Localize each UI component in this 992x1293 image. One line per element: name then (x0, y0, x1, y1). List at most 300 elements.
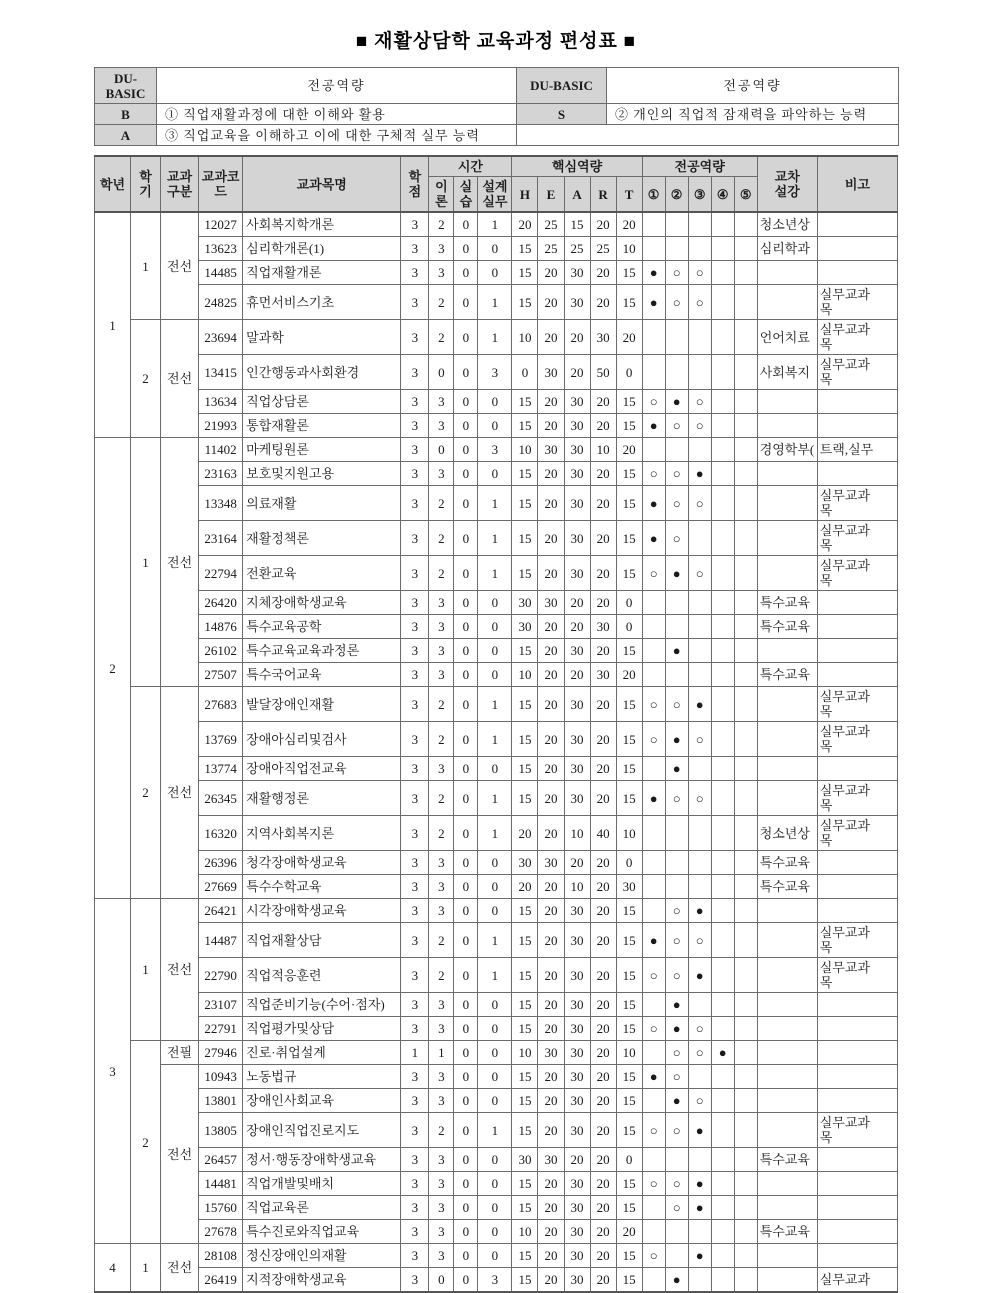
course-row (95, 320, 898, 355)
cell-credit: 3 (401, 414, 429, 438)
cell-cross (757, 1017, 817, 1041)
cell-R: 20 (590, 1196, 616, 1220)
cell-T: 15 (616, 556, 642, 591)
cell-course: 인간행동과사회환경 (243, 355, 401, 390)
cell-course: 보호및지원고용 (243, 462, 401, 486)
cell-practice: 0 (454, 212, 478, 237)
cell-T: 15 (616, 687, 642, 722)
cell-credit: 3 (401, 438, 429, 462)
cell-cross (757, 414, 817, 438)
cell-credit: 3 (401, 1148, 429, 1172)
cell-code: 27946 (199, 1041, 243, 1065)
cell-code: 22794 (199, 556, 243, 591)
cell-cross (757, 212, 817, 237)
cell-theory: 3 (429, 899, 454, 923)
cell-theory: 3 (429, 591, 454, 615)
cell-course: 청각장애학생교육 (243, 851, 401, 875)
cell-A: 20 (564, 355, 590, 390)
cell-major3: ○ (688, 1017, 711, 1041)
cell-major1: ○ (642, 958, 665, 993)
course-row (95, 1268, 898, 1293)
cell-cross (757, 757, 817, 781)
cell-A: 30 (564, 1196, 590, 1220)
cell-practice: 0 (454, 875, 478, 899)
cell-theory: 2 (429, 521, 454, 556)
course-row (95, 781, 898, 816)
course-row (95, 556, 898, 591)
note-text: 실무교과목 (819, 960, 870, 990)
cell-major4 (711, 687, 734, 722)
cell-credit: 3 (401, 320, 429, 355)
cell-A: 30 (564, 438, 590, 462)
cell-major3: ○ (688, 285, 711, 320)
cell-code: 12027 (199, 212, 243, 237)
cell-major1 (642, 899, 665, 923)
col-header-core-E: E (538, 177, 564, 213)
cell-note (817, 851, 897, 875)
cell-design: 0 (478, 1148, 512, 1172)
note-text: 트랙,실무 (819, 442, 874, 457)
cell-major2: ○ (665, 261, 688, 285)
cell-major4 (711, 261, 734, 285)
note-text: 실무교과 (819, 1272, 870, 1287)
cell-course: 통합재활론 (243, 414, 401, 438)
cell-A: 30 (564, 390, 590, 414)
cell-R: 25 (590, 237, 616, 261)
cell-A: 30 (564, 486, 590, 521)
course-row (95, 237, 898, 261)
cell-design: 0 (478, 851, 512, 875)
cell-theory: 1 (429, 1041, 454, 1065)
note-text: 실무교과목 (819, 558, 870, 588)
cell-course: 장애인사회교육 (243, 1089, 401, 1113)
cell-major2: ○ (665, 1172, 688, 1196)
cell-major1 (642, 615, 665, 639)
cell-E: 20 (538, 261, 564, 285)
cell-E: 20 (538, 923, 564, 958)
competency-code-S: S (517, 104, 607, 125)
cell-note (817, 1041, 897, 1065)
course-row (95, 1113, 898, 1148)
cell-H: 15 (512, 1268, 538, 1293)
cell-note (817, 687, 897, 722)
cell-practice: 0 (454, 663, 478, 687)
cell-note (817, 757, 897, 781)
cell-T: 15 (616, 781, 642, 816)
cell-E: 20 (538, 899, 564, 923)
cell-major3 (688, 615, 711, 639)
cell-H: 15 (512, 781, 538, 816)
col-header-cross: 교차설강 (757, 156, 817, 212)
col-header-core-R: R (590, 177, 616, 213)
cell-major5 (734, 639, 757, 663)
cell-credit: 3 (401, 1172, 429, 1196)
cell-R: 20 (590, 1244, 616, 1268)
course-row (95, 1196, 898, 1220)
cell-major3: ○ (688, 923, 711, 958)
cell-H: 20 (512, 212, 538, 237)
cell-course: 정신장애인의재활 (243, 1244, 401, 1268)
cell-cross (757, 438, 817, 462)
cell-theory: 3 (429, 875, 454, 899)
cell-major1: ○ (642, 390, 665, 414)
cell-note (817, 1244, 897, 1268)
cell-category: 전선 (161, 899, 199, 1041)
cell-E: 20 (538, 687, 564, 722)
cell-T: 0 (616, 1148, 642, 1172)
cell-major5 (734, 687, 757, 722)
cell-major1: ○ (642, 1244, 665, 1268)
cell-A: 30 (564, 781, 590, 816)
col-header-core-H: H (512, 177, 538, 213)
cell-theory: 2 (429, 320, 454, 355)
cell-major1 (642, 1268, 665, 1293)
course-row (95, 958, 898, 993)
cell-major1: ● (642, 486, 665, 521)
cell-T: 15 (616, 993, 642, 1017)
cell-major5 (734, 438, 757, 462)
cell-major3: ● (688, 899, 711, 923)
cell-major1 (642, 320, 665, 355)
cell-major5 (734, 486, 757, 521)
cell-major5 (734, 285, 757, 320)
cell-A: 30 (564, 899, 590, 923)
cell-T: 15 (616, 1268, 642, 1293)
cell-major2 (665, 875, 688, 899)
cell-major1: ● (642, 1065, 665, 1089)
cross-listing-text: 특수교육 (759, 1152, 810, 1167)
cell-R: 20 (590, 390, 616, 414)
cell-major3: ● (688, 1196, 711, 1220)
cell-R: 20 (590, 1220, 616, 1244)
cell-theory: 2 (429, 556, 454, 591)
cell-T: 15 (616, 462, 642, 486)
cell-major3: ● (688, 687, 711, 722)
cell-theory: 2 (429, 722, 454, 757)
cell-major5 (734, 1041, 757, 1065)
cell-T: 20 (616, 438, 642, 462)
cell-R: 20 (590, 591, 616, 615)
cell-E: 30 (538, 438, 564, 462)
cell-credit: 3 (401, 851, 429, 875)
cell-cross (757, 1089, 817, 1113)
cell-major1 (642, 591, 665, 615)
cell-major1 (642, 663, 665, 687)
cell-E: 30 (538, 1041, 564, 1065)
cell-A: 20 (564, 591, 590, 615)
cell-major4 (711, 1089, 734, 1113)
cell-E: 20 (538, 1220, 564, 1244)
cell-code: 26457 (199, 1148, 243, 1172)
cell-major5 (734, 556, 757, 591)
cell-H: 0 (512, 355, 538, 390)
cell-E: 30 (538, 355, 564, 390)
cell-course: 진로·취업설계 (243, 1041, 401, 1065)
cell-note (817, 237, 897, 261)
cell-A: 30 (564, 521, 590, 556)
cell-design: 0 (478, 462, 512, 486)
cell-major2: ● (665, 1017, 688, 1041)
cell-theory: 3 (429, 1220, 454, 1244)
cell-practice: 0 (454, 757, 478, 781)
cell-major1 (642, 875, 665, 899)
cell-major3 (688, 639, 711, 663)
cell-code: 14487 (199, 923, 243, 958)
cell-theory: 2 (429, 958, 454, 993)
cell-A: 20 (564, 1148, 590, 1172)
cross-listing-text: 청소년상 (759, 825, 810, 841)
cell-A: 30 (564, 1244, 590, 1268)
cell-credit: 3 (401, 639, 429, 663)
cell-H: 10 (512, 1220, 538, 1244)
cell-design: 0 (478, 237, 512, 261)
cell-course: 직업교육론 (243, 1196, 401, 1220)
cell-major5 (734, 591, 757, 615)
cross-listing-text: 심리학과 (759, 241, 810, 256)
cell-R: 20 (590, 486, 616, 521)
cell-major1 (642, 757, 665, 781)
col-group-major: 전공역량 (642, 156, 757, 177)
cell-H: 10 (512, 320, 538, 355)
cell-H: 15 (512, 486, 538, 521)
cell-code: 14876 (199, 615, 243, 639)
cell-course: 장애인직업진로지도 (243, 1113, 401, 1148)
cell-code: 10943 (199, 1065, 243, 1089)
cell-theory: 2 (429, 285, 454, 320)
cell-major2: ○ (665, 899, 688, 923)
cell-note (817, 1089, 897, 1113)
cell-code: 27669 (199, 875, 243, 899)
cell-major2 (665, 212, 688, 237)
cell-major1 (642, 212, 665, 237)
cell-design: 1 (478, 486, 512, 521)
cell-major5 (734, 899, 757, 923)
cell-note (817, 1017, 897, 1041)
cell-R: 30 (590, 320, 616, 355)
cell-T: 15 (616, 1244, 642, 1268)
cell-E: 20 (538, 1065, 564, 1089)
col-header-major-4: ④ (711, 177, 734, 213)
col-header-design: 설계실무 (478, 177, 512, 213)
cell-design: 1 (478, 1113, 512, 1148)
cell-course: 말과학 (243, 320, 401, 355)
cell-T: 20 (616, 320, 642, 355)
note-text: 실무교과목 (819, 1115, 870, 1145)
cell-practice: 0 (454, 722, 478, 757)
cell-major1: ● (642, 521, 665, 556)
cell-major1 (642, 851, 665, 875)
cell-A: 30 (564, 1220, 590, 1244)
cell-note (817, 556, 897, 591)
cell-R: 20 (590, 958, 616, 993)
cell-major3 (688, 663, 711, 687)
cell-H: 15 (512, 899, 538, 923)
cell-credit: 3 (401, 663, 429, 687)
cell-E: 20 (538, 1268, 564, 1293)
cell-practice: 0 (454, 521, 478, 556)
cell-H: 15 (512, 958, 538, 993)
cell-code: 13415 (199, 355, 243, 390)
cell-credit: 3 (401, 1113, 429, 1148)
cell-T: 15 (616, 639, 642, 663)
cross-listing-text: 특수교육 (759, 667, 810, 682)
cell-major1: ○ (642, 1017, 665, 1041)
cell-E: 20 (538, 757, 564, 781)
cell-H: 15 (512, 687, 538, 722)
col-header-credit: 학점 (401, 156, 429, 212)
cell-major2: ○ (665, 486, 688, 521)
cell-major3: ● (688, 958, 711, 993)
cell-A: 20 (564, 615, 590, 639)
cell-course: 직업재활상담 (243, 923, 401, 958)
cell-course: 장애아직업전교육 (243, 757, 401, 781)
cell-code: 14485 (199, 261, 243, 285)
cell-major5 (734, 212, 757, 237)
cell-major3 (688, 1268, 711, 1293)
cell-course: 직업준비기능(수어·점자) (243, 993, 401, 1017)
cell-T: 15 (616, 923, 642, 958)
cell-year: 4 (95, 1244, 131, 1293)
cell-major1 (642, 1148, 665, 1172)
cell-A: 30 (564, 993, 590, 1017)
cell-design: 1 (478, 816, 512, 851)
cell-major5 (734, 521, 757, 556)
cell-note (817, 320, 897, 355)
cell-theory: 3 (429, 851, 454, 875)
cell-theory: 3 (429, 414, 454, 438)
empty-cell (517, 125, 899, 146)
cell-practice: 0 (454, 923, 478, 958)
cell-A: 30 (564, 757, 590, 781)
cell-major5 (734, 781, 757, 816)
cell-E: 20 (538, 320, 564, 355)
cell-major5 (734, 1148, 757, 1172)
col-header-major-2: ② (665, 177, 688, 213)
cell-T: 10 (616, 816, 642, 851)
cell-E: 20 (538, 285, 564, 320)
cell-code: 22791 (199, 1017, 243, 1041)
cell-semester: 1 (131, 1244, 161, 1293)
cell-T: 30 (616, 875, 642, 899)
cell-category: 전선 (161, 320, 199, 438)
cell-cross (757, 899, 817, 923)
cell-code: 13774 (199, 757, 243, 781)
cell-H: 30 (512, 1148, 538, 1172)
cell-major4 (711, 851, 734, 875)
cell-T: 0 (616, 591, 642, 615)
cell-cross (757, 355, 817, 390)
cell-A: 30 (564, 687, 590, 722)
cell-note (817, 781, 897, 816)
cell-code: 24825 (199, 285, 243, 320)
cell-H: 15 (512, 1113, 538, 1148)
cell-T: 20 (616, 212, 642, 237)
cell-major5 (734, 1268, 757, 1293)
cell-major2 (665, 1244, 688, 1268)
cell-credit: 3 (401, 486, 429, 521)
cell-theory: 2 (429, 781, 454, 816)
cell-E: 20 (538, 722, 564, 757)
cell-major4 (711, 1268, 734, 1293)
cell-E: 20 (538, 663, 564, 687)
cell-note (817, 1065, 897, 1089)
cell-note (817, 355, 897, 390)
cell-major5 (734, 923, 757, 958)
cell-major4 (711, 414, 734, 438)
cell-A: 30 (564, 958, 590, 993)
cell-R: 20 (590, 899, 616, 923)
cell-credit: 3 (401, 993, 429, 1017)
cell-major2: ○ (665, 1113, 688, 1148)
cell-cross (757, 237, 817, 261)
cell-practice: 0 (454, 816, 478, 851)
cell-note (817, 1148, 897, 1172)
cell-theory: 3 (429, 663, 454, 687)
cell-major2 (665, 663, 688, 687)
cell-major2 (665, 320, 688, 355)
cell-design: 0 (478, 899, 512, 923)
cell-cross (757, 1148, 817, 1172)
cell-A: 10 (564, 816, 590, 851)
cell-major2: ● (665, 757, 688, 781)
cell-note (817, 1172, 897, 1196)
course-row (95, 462, 898, 486)
cell-code: 13348 (199, 486, 243, 521)
cell-major4 (711, 875, 734, 899)
cell-major5 (734, 851, 757, 875)
cell-semester: 2 (131, 687, 161, 899)
cell-code: 22790 (199, 958, 243, 993)
cell-E: 20 (538, 958, 564, 993)
cell-major3: ● (688, 462, 711, 486)
cell-H: 15 (512, 1244, 538, 1268)
cell-practice: 0 (454, 851, 478, 875)
cell-R: 20 (590, 1089, 616, 1113)
cell-course: 특수국어교육 (243, 663, 401, 687)
course-row (95, 899, 898, 923)
cell-major1: ○ (642, 1113, 665, 1148)
course-row (95, 390, 898, 414)
cell-major1: ● (642, 923, 665, 958)
cell-major1 (642, 1089, 665, 1113)
cell-H: 15 (512, 414, 538, 438)
cell-major4 (711, 486, 734, 521)
cell-design: 3 (478, 355, 512, 390)
cell-major5 (734, 663, 757, 687)
cell-design: 3 (478, 438, 512, 462)
course-row (95, 816, 898, 851)
cross-listing-text: 사회복지 (759, 364, 810, 380)
cell-T: 15 (616, 757, 642, 781)
competency-desc-A: ③ 직업교육을 이해하고 이에 대한 구체적 실무 능력 (157, 125, 517, 146)
cell-design: 0 (478, 1220, 512, 1244)
cell-major2: ● (665, 390, 688, 414)
cell-credit: 3 (401, 237, 429, 261)
course-row (95, 438, 898, 462)
cell-major5 (734, 1089, 757, 1113)
cell-cross (757, 1041, 817, 1065)
cell-A: 30 (564, 462, 590, 486)
cell-A: 30 (564, 639, 590, 663)
cell-design: 1 (478, 212, 512, 237)
cell-credit: 3 (401, 923, 429, 958)
cell-major4 (711, 958, 734, 993)
cell-note (817, 1113, 897, 1148)
cell-major4 (711, 591, 734, 615)
cell-category: 전필 (161, 1041, 199, 1065)
cell-H: 10 (512, 1041, 538, 1065)
cell-credit: 3 (401, 615, 429, 639)
